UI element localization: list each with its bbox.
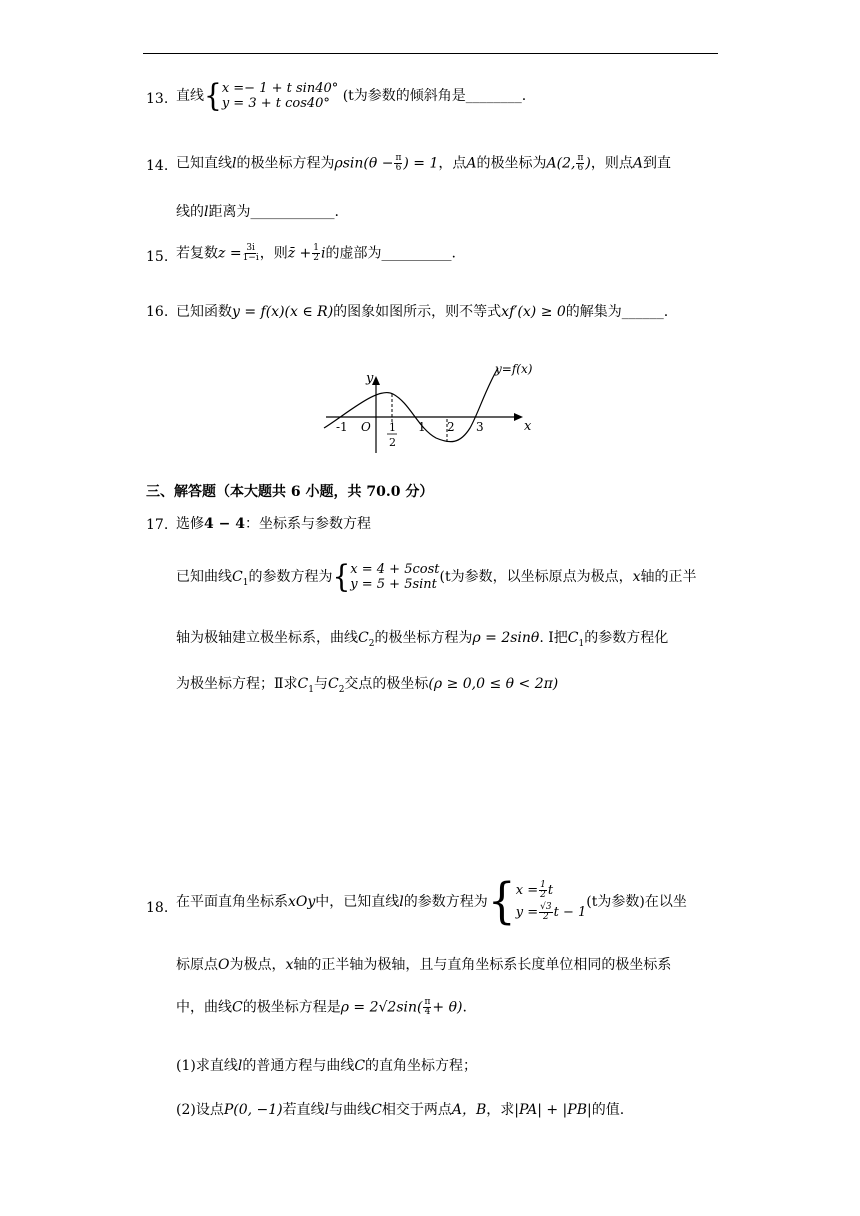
- frac-num: √3: [540, 902, 552, 912]
- q15-zbar: z̄ +: [287, 245, 312, 262]
- q17-c1: C: [232, 569, 243, 585]
- q17-c2-sub: 2: [338, 684, 345, 695]
- q18-text: 在平面直角坐标系: [176, 894, 288, 910]
- q18-l: l: [399, 894, 404, 910]
- function-graph: [318, 358, 538, 458]
- q14-text: 的极坐标方程为: [236, 155, 335, 172]
- q18-text: (t为参数): [586, 894, 645, 910]
- tick-label-1: 1: [418, 420, 426, 434]
- question-18-part2: [176, 1101, 624, 1119]
- q17-text: 交点的极坐标: [344, 676, 429, 692]
- q15-i: i: [321, 245, 326, 262]
- question-14-number: 14.: [146, 158, 169, 174]
- q18-text: (2)设点: [176, 1102, 224, 1118]
- question-18-number: 18.: [146, 900, 169, 916]
- q14-text: 已知直线: [176, 155, 232, 172]
- curve-label: y=f(x): [495, 362, 533, 376]
- q18-system: [516, 880, 587, 924]
- q18-eq1: [515, 880, 554, 900]
- q16-text: 已知函数: [176, 304, 232, 320]
- frac-den: 6: [395, 163, 402, 173]
- q17-c1: C: [297, 676, 309, 692]
- brace-icon: {: [204, 77, 222, 114]
- q15-frac2: [312, 244, 320, 263]
- q17-title-num: 4 − 4: [204, 516, 245, 532]
- frac-num: π: [424, 997, 431, 1007]
- q14-l: l: [232, 155, 237, 172]
- question-14-line2: [176, 203, 339, 221]
- q18-c: C: [371, 1102, 382, 1118]
- q17-text: 已知曲线: [176, 569, 232, 585]
- q17-text: 选修: [176, 516, 204, 532]
- q17-c1-sub: 1: [308, 684, 314, 695]
- question-13: [176, 77, 527, 114]
- q14-coord: A(2,: [546, 155, 576, 172]
- question-18-line1: [176, 873, 687, 930]
- x-axis-label: x: [524, 419, 532, 434]
- q18-eq: + θ): [432, 999, 463, 1016]
- question-18-part1: [176, 1057, 477, 1075]
- frac-num: π: [395, 153, 402, 163]
- q14-l: l: [204, 204, 209, 220]
- q18-text: 的值.: [591, 1102, 625, 1118]
- q17-text: 的参数方程化: [584, 630, 669, 646]
- frac-den: 1−i: [242, 253, 259, 263]
- question-17-line2: [176, 629, 668, 653]
- q14-frac2: [576, 154, 584, 173]
- question-18-line2: [176, 956, 671, 974]
- q16-text: 的图象如图所示，则不等式: [333, 304, 502, 320]
- question-16-number: 16.: [146, 304, 169, 320]
- tick-label-half-num: 1: [389, 421, 396, 434]
- q16-func: y = f(x)(x ∈ R): [232, 304, 334, 320]
- q18-l: l: [324, 1102, 330, 1118]
- q18-point: P(0, −1): [223, 1102, 283, 1118]
- q14-eq: ) = 1: [403, 155, 439, 172]
- q16-text: 的解集为______.: [565, 304, 669, 320]
- frac-den: 2: [313, 253, 320, 263]
- q18-o: O: [218, 957, 230, 973]
- tick-label-2: 2: [447, 420, 455, 434]
- q18-text: 与曲线: [329, 1102, 372, 1118]
- q17-c2: C: [327, 676, 339, 692]
- q17-system: [350, 562, 439, 592]
- q17-c2: C: [358, 630, 369, 646]
- q13-eq1: x =− 1 + t sin40°: [221, 81, 339, 96]
- q14-text: 到直: [642, 155, 671, 172]
- q18-text: 为极点，: [229, 957, 286, 973]
- q14-text: ，则点: [590, 155, 633, 172]
- question-17-line3: [176, 675, 558, 699]
- q17-text: 与: [313, 676, 328, 692]
- q17-text: (t为参数，以坐标原点为极点，: [439, 569, 633, 585]
- frac-num: 1: [313, 243, 320, 253]
- q17-x: x: [632, 569, 641, 585]
- frac-num: π: [577, 153, 584, 163]
- frac-den: 6: [577, 163, 584, 173]
- q14-text: ，点: [438, 155, 467, 172]
- q17-c2-sub: 2: [368, 638, 375, 649]
- q17-c1: C: [567, 630, 579, 646]
- q14-text: 距离为____________.: [208, 204, 339, 220]
- question-18-line3: [176, 998, 467, 1017]
- q15-z: z =: [218, 245, 242, 262]
- q18-text: 在以坐: [644, 894, 687, 910]
- q18-eq2-b: t − 1: [553, 905, 587, 920]
- q18-ab: A，B: [451, 1102, 487, 1118]
- q18-text: 的参数方程为: [403, 894, 488, 910]
- tick-label-half-den: 2: [389, 436, 396, 449]
- question-17-title: [176, 515, 371, 533]
- question-15: [176, 244, 456, 263]
- q18-frac: [423, 998, 431, 1017]
- question-15-number: 15.: [146, 249, 169, 265]
- q18-eq2-a: y =: [515, 905, 539, 920]
- question-16: [176, 303, 668, 321]
- q13-system: [222, 81, 338, 111]
- q18-eq: |PA| + |PB|: [514, 1102, 592, 1118]
- header-rule: [143, 53, 718, 54]
- q17-text: 的参数方程为: [248, 569, 333, 585]
- q18-eq1-a: x =: [515, 883, 539, 898]
- question-13-number: 13.: [146, 91, 169, 107]
- q18-text: (1)求直线: [176, 1058, 238, 1074]
- q17-eq2: y = 5 + 5sint: [350, 577, 437, 592]
- q18-text: 中，曲线: [176, 999, 232, 1016]
- q18-text: 相交于两点: [381, 1102, 452, 1118]
- q17-c1-sub: 1: [578, 638, 585, 649]
- frac-den: 2: [540, 890, 546, 900]
- q17-c1-sub: 1: [242, 577, 249, 588]
- q18-x: x: [285, 957, 294, 973]
- frac-num: 3i: [246, 243, 255, 253]
- q15-text: 若复数: [176, 245, 218, 262]
- q17-text: 轴的正半: [640, 569, 697, 585]
- q14-pt: A: [466, 155, 477, 172]
- q18-text: 中，已知直线: [315, 894, 400, 910]
- q17-eq: (ρ ≥ 0,0 ≤ θ < 2π): [428, 676, 559, 692]
- frac-den: 2: [543, 912, 549, 922]
- q14-coord: ): [585, 155, 591, 172]
- q14-eq: ρsin(θ −: [334, 155, 394, 172]
- question-14-line1: [176, 154, 671, 173]
- q18-text: .: [462, 999, 467, 1016]
- frac-num: 1: [540, 880, 546, 890]
- q18-frac: [539, 881, 547, 900]
- q14-frac: [394, 154, 402, 173]
- q17-eq: ρ = 2sinθ: [472, 630, 540, 646]
- q17-text: ：坐标系与参数方程: [244, 516, 371, 532]
- q14-text: 的极坐标为: [476, 155, 547, 172]
- q17-text: . Ⅰ把: [539, 630, 568, 646]
- q18-text: 的普通方程与曲线: [242, 1058, 355, 1074]
- x-axis-arrow-icon: [514, 413, 523, 421]
- q18-text: ，求: [486, 1102, 515, 1118]
- frac-den: 4: [424, 1007, 431, 1017]
- q18-text: 的极坐标方程是: [242, 999, 341, 1016]
- q18-text: 的直角坐标方程；: [365, 1058, 478, 1074]
- q18-eq: ρ = 2√2sin(: [340, 999, 423, 1016]
- q16-ineq: xf′(x) ≥ 0: [501, 304, 566, 320]
- q15-frac1: [243, 244, 259, 263]
- question-17-number: 17.: [146, 517, 169, 533]
- q18-text: 轴的正半轴为极轴，且与直角坐标系长度单位相同的极坐标系: [293, 957, 672, 973]
- tick-label-3: 3: [476, 420, 484, 434]
- q14-text: 线的: [176, 204, 204, 220]
- function-curve: [324, 368, 498, 442]
- q18-text: 标原点: [176, 957, 218, 973]
- q13-post: (t为参数的倾斜角是________.: [342, 88, 527, 104]
- q17-text: 为极坐标方程；Ⅱ求: [176, 676, 298, 692]
- q18-eq2: [515, 902, 587, 922]
- q13-eq2: y = 3 + t cos40°: [221, 96, 330, 111]
- question-17-line1: [176, 558, 697, 595]
- q18-xoy: xOy: [288, 894, 316, 910]
- q15-text: ，则: [259, 245, 288, 262]
- q14-pt: A: [632, 155, 643, 172]
- origin-label: O: [361, 420, 371, 434]
- section-3-title: 三、解答题（本大题共 6 小题，共 70.0 分）: [146, 484, 434, 500]
- q18-eq1-b: t: [547, 883, 554, 898]
- brace-icon: {: [332, 558, 351, 595]
- q13-pre: 直线: [176, 88, 204, 104]
- q18-text: 若直线: [282, 1102, 325, 1118]
- brace-icon: {: [487, 873, 516, 930]
- q17-text: 轴为极轴建立极坐标系，曲线: [176, 630, 358, 646]
- y-axis-label: y: [366, 371, 374, 386]
- q15-text: 的虚部为__________.: [325, 245, 456, 262]
- tick-label-m1: -1: [336, 420, 348, 434]
- q18-l: l: [237, 1058, 243, 1074]
- q18-frac: [539, 903, 552, 922]
- q18-c: C: [354, 1058, 366, 1074]
- q17-eq1: x = 4 + 5cost: [350, 562, 440, 577]
- q18-c: C: [232, 999, 243, 1016]
- q17-text: 的极坐标方程为: [374, 630, 473, 646]
